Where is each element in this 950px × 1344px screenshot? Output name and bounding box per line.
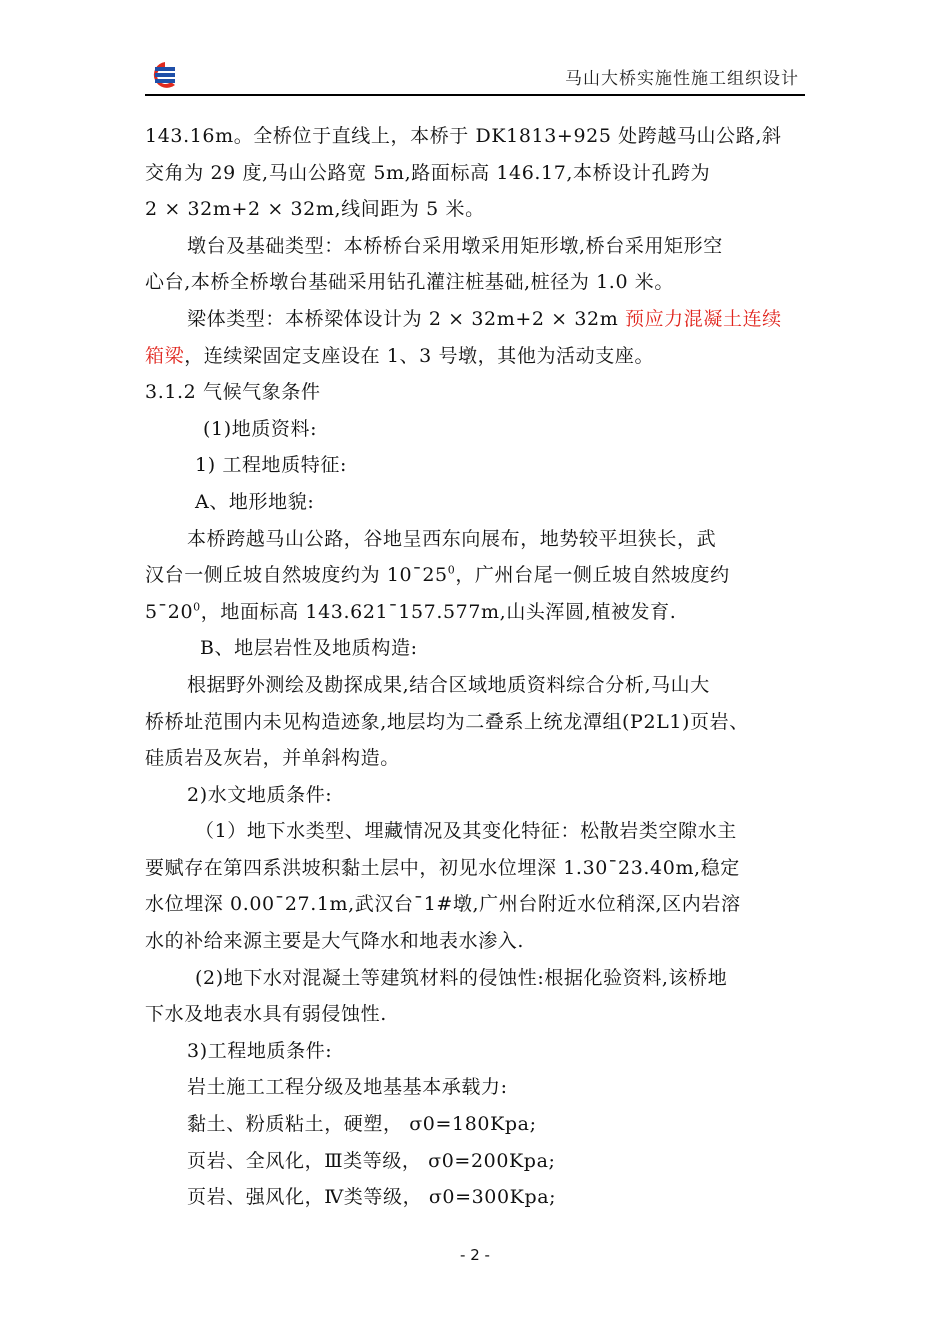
text-line: [145, 1069, 810, 1106]
text-segment: 交角为 29 度,马山公路宽 5m,路面标高 146.17,本桥设计孔跨为: [145, 161, 711, 184]
page-number: - 2 -: [460, 1246, 490, 1264]
text-segment: 汉台一侧丘坡自然坡度约为 10¯25: [145, 564, 448, 587]
text-segment: 143.16m。全桥位于直线上，本桥于 DK1813+925 处跨越马山公路,斜: [145, 125, 782, 147]
highlighted-text: 预应力混凝土连续: [624, 307, 782, 330]
text-line: [145, 813, 810, 850]
body-text: [145, 118, 810, 1216]
text-line: [145, 1033, 810, 1070]
superscript: 0: [193, 600, 201, 614]
text-line: [145, 740, 810, 777]
text-segment: 黏土、粉质粘土，硬塑， σ0=180Kpa;: [187, 1113, 537, 1136]
text-segment: 页岩、全风化，Ⅲ类等级， σ0=200Kpa;: [187, 1149, 556, 1172]
text-line: [145, 777, 810, 814]
text-line: [145, 850, 810, 887]
text-line: [145, 374, 810, 411]
text-line: [145, 1106, 810, 1143]
text-line: [145, 447, 810, 484]
text-line: [145, 960, 810, 997]
text-segment: 2)水文地质条件:: [187, 783, 333, 806]
text-segment: B、地层岩性及地质构造:: [200, 637, 418, 660]
text-line: [145, 191, 810, 228]
text-segment: 水的补给来源主要是大气降水和地表水渗入.: [145, 930, 525, 953]
text-line: [145, 228, 810, 265]
text-line: [145, 301, 810, 338]
text-segment: 3.1.2 气候气象条件: [145, 381, 321, 404]
text-segment: (1)地质资料:: [203, 417, 318, 440]
highlighted-text: 箱梁: [145, 344, 185, 367]
text-segment: 心台,本桥全桥墩台基础采用钻孔灌注桩基础,桩径为 1.0 米。: [145, 271, 674, 294]
text-segment: ，广州台尾一侧丘坡自然坡度约: [455, 564, 730, 587]
text-segment: (2)地下水对混凝土等建筑材料的侵蚀性:根据化验资料,该桥地: [195, 966, 728, 989]
text-segment: 桥桥址范围内未见构造迹象,地层均为二叠系上统龙潭组(P2L1)页岩、: [145, 710, 749, 733]
text-line: [145, 1179, 810, 1216]
text-line: [145, 886, 810, 923]
text-segment: 下水及地表水具有弱侵蚀性.: [145, 1003, 387, 1026]
superscript: 0: [447, 563, 456, 577]
text-segment: 2 × 32m+2 × 32m,线间距为 5 米。: [145, 198, 485, 221]
text-line: [145, 996, 810, 1033]
text-segment: 梁体类型：本桥梁体设计为 2 × 32m+2 × 32m: [187, 307, 625, 330]
text-line: [145, 264, 810, 301]
text-line: [145, 923, 810, 960]
text-segment: （1）地下水类型、埋藏情况及其变化特征：松散岩类空隙水主: [195, 820, 737, 843]
text-segment: A、地形地貌:: [195, 490, 315, 513]
text-line: [145, 411, 810, 448]
text-segment: 岩土施工工程分级及地基基本承载力:: [187, 1076, 508, 1099]
text-segment: 要赋存在第四系洪坡积黏土层中，初见水位埋深 1.30¯23.40m,稳定: [145, 856, 740, 879]
text-line: [145, 667, 810, 704]
text-segment: 硅质岩及灰岩，并单斜构造。: [145, 747, 400, 770]
text-line: [145, 557, 810, 594]
text-segment: 5¯20: [145, 600, 194, 623]
text-line: [145, 704, 810, 741]
header-divider: [145, 94, 805, 96]
text-line: [145, 630, 810, 667]
company-logo-icon: [145, 58, 179, 92]
text-segment: 本桥跨越马山公路，谷地呈西东向展布，地势较平坦狭长，武: [187, 527, 717, 550]
text-segment: 3)工程地质条件:: [187, 1039, 333, 1062]
text-segment: ，地面标高 143.621¯157.577m,山头浑圆,植被发育.: [200, 600, 677, 623]
text-segment: 水位埋深 0.00¯27.1m,武汉台¯1#墩,广州台附近水位稍深,区内岩溶: [145, 893, 741, 916]
text-line: [145, 484, 810, 521]
text-line: [145, 155, 810, 192]
text-line: [145, 1143, 810, 1180]
text-line: [145, 338, 810, 375]
text-segment: 墩台及基础类型：本桥桥台采用墩采用矩形墩,桥台采用矩形空: [187, 234, 723, 257]
text-segment: 页岩、强风化，Ⅳ类等级， σ0=300Kpa;: [187, 1186, 557, 1209]
text-segment: 根据野外测绘及勘探成果,结合区域地质资料综合分析,马山大: [187, 673, 710, 696]
text-line: [145, 118, 810, 155]
text-segment: ，连续梁固定支座设在 1、3 号墩，其他为活动支座。: [184, 344, 655, 367]
document-title: 马山大桥实施性施工组织设计: [565, 69, 799, 89]
text-line: [145, 521, 810, 558]
text-line: [145, 594, 810, 631]
page-header: [145, 58, 805, 98]
text-segment: 1) 工程地质特征:: [195, 454, 347, 477]
